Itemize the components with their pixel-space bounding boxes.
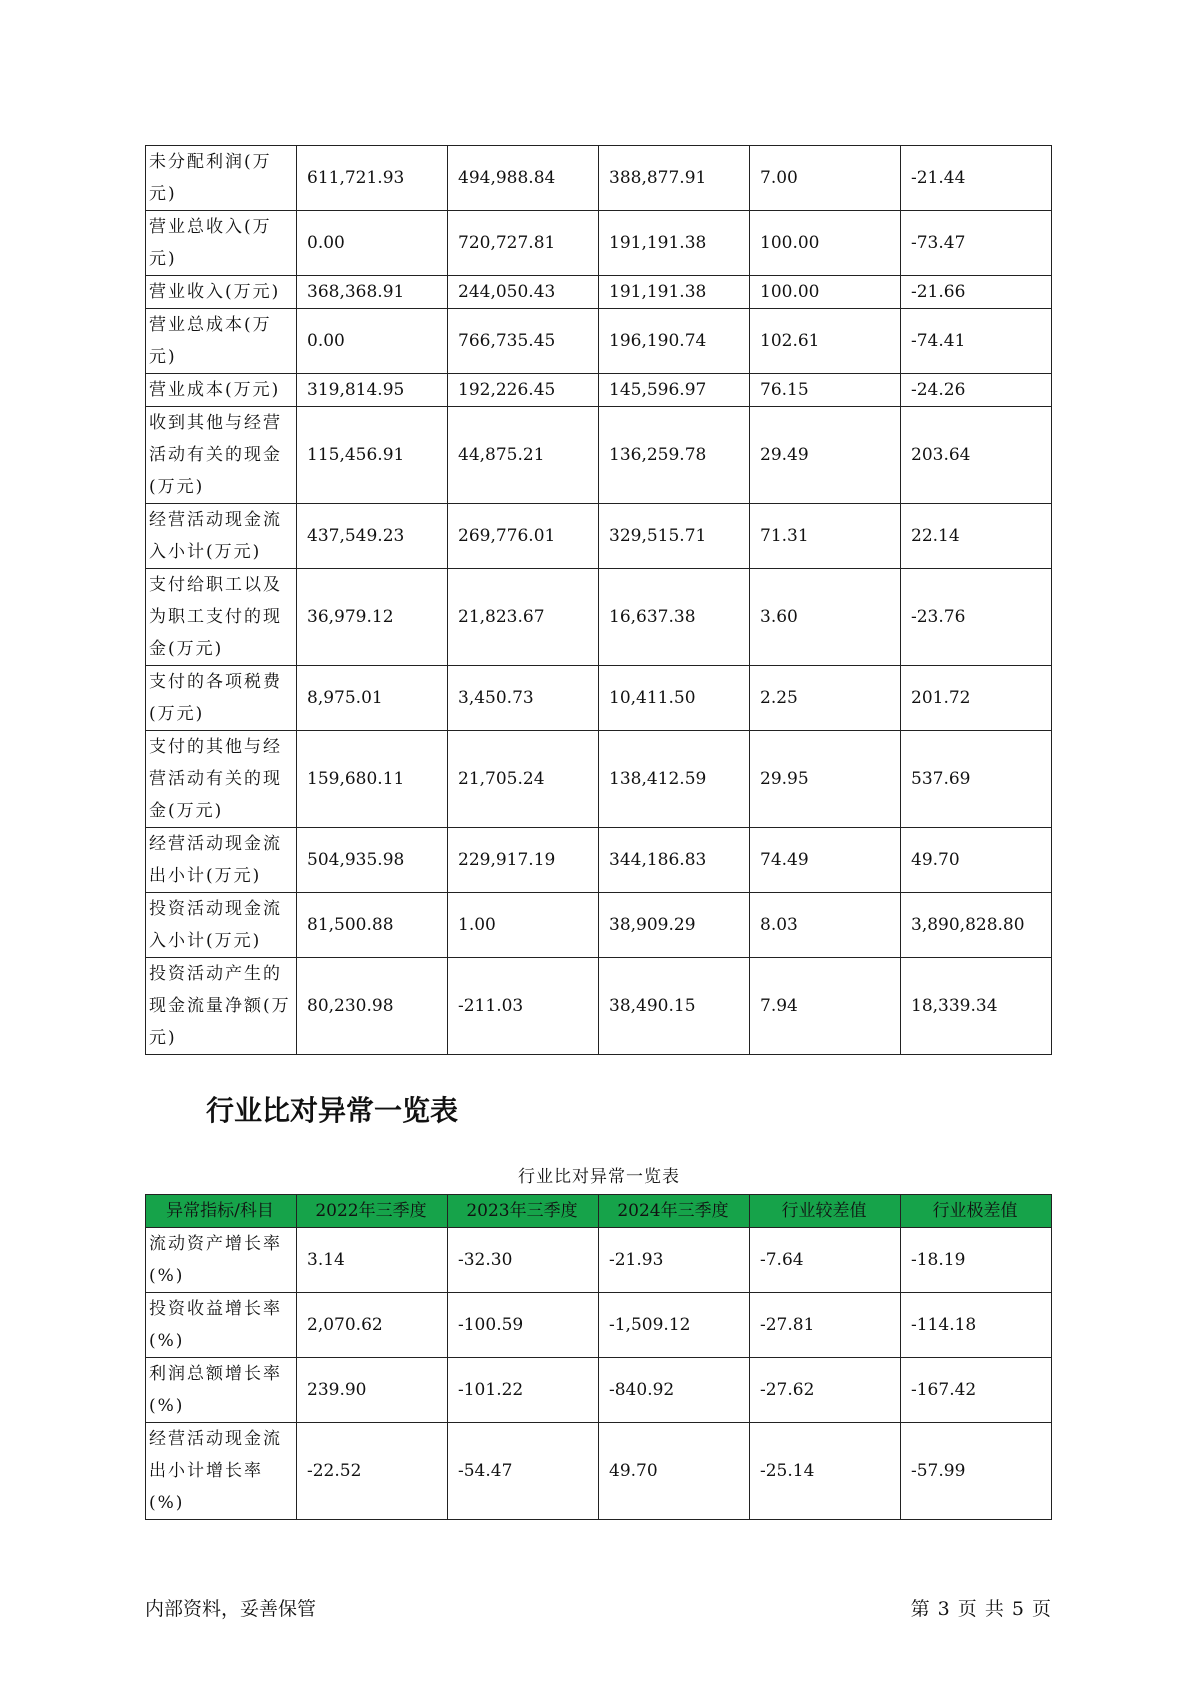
cell-value: 100.00 [750, 276, 901, 309]
cell-value: -18.19 [901, 1228, 1052, 1293]
cell-value: -22.52 [297, 1423, 448, 1520]
cell-value: 115,456.91 [297, 407, 448, 504]
cell-value: 81,500.88 [297, 893, 448, 958]
column-header: 行业较差值 [750, 1195, 901, 1228]
cell-value: 71.31 [750, 504, 901, 569]
cell-value: 76.15 [750, 374, 901, 407]
row-label: 投资收益增长率(%) [146, 1293, 297, 1358]
cell-value: -57.99 [901, 1423, 1052, 1520]
cell-value: 191,191.38 [599, 211, 750, 276]
cell-value: 74.49 [750, 828, 901, 893]
cell-value: -21.93 [599, 1228, 750, 1293]
cell-value: -1,509.12 [599, 1293, 750, 1358]
row-label: 营业总收入(万元) [146, 211, 297, 276]
cell-value: 29.95 [750, 731, 901, 828]
cell-value: 0.00 [297, 211, 448, 276]
cell-value: -54.47 [448, 1423, 599, 1520]
cell-value: -24.26 [901, 374, 1052, 407]
row-label: 支付的其他与经营活动有关的现金(万元) [146, 731, 297, 828]
cell-value: -167.42 [901, 1358, 1052, 1423]
cell-value: -25.14 [750, 1423, 901, 1520]
cell-value: 49.70 [901, 828, 1052, 893]
row-label: 经营活动现金流出小计增长率(%) [146, 1423, 297, 1520]
table-caption: 行业比对异常一览表 [518, 1167, 680, 1187]
cell-value: -100.59 [448, 1293, 599, 1358]
page-number: 第 3 页 共 5 页 [910, 1598, 1052, 1620]
cell-value: -23.76 [901, 569, 1052, 666]
table-row [146, 828, 1052, 893]
cell-value: 2.25 [750, 666, 901, 731]
table-row [146, 569, 1052, 666]
table-row [146, 276, 1052, 309]
cell-value: -21.44 [901, 146, 1052, 211]
cell-value: -32.30 [448, 1228, 599, 1293]
row-label: 营业总成本(万元) [146, 309, 297, 374]
cell-value: 38,490.15 [599, 958, 750, 1055]
cell-value: 100.00 [750, 211, 901, 276]
cell-value: -27.81 [750, 1293, 901, 1358]
cell-value: 8.03 [750, 893, 901, 958]
cell-value: 319,814.95 [297, 374, 448, 407]
cell-value: -211.03 [448, 958, 599, 1055]
cell-value: 329,515.71 [599, 504, 750, 569]
cell-value: 44,875.21 [448, 407, 599, 504]
cell-value: 49.70 [599, 1423, 750, 1520]
cell-value: -74.41 [901, 309, 1052, 374]
cell-value: 36,979.12 [297, 569, 448, 666]
industry-comparison-table [145, 1194, 1052, 1520]
cell-value: 159,680.11 [297, 731, 448, 828]
cell-value: -27.62 [750, 1358, 901, 1423]
table-row [146, 666, 1052, 731]
cell-value: 2,070.62 [297, 1293, 448, 1358]
cell-value: 537.69 [901, 731, 1052, 828]
cell-value: 3.14 [297, 1228, 448, 1293]
cell-value: 136,259.78 [599, 407, 750, 504]
cell-value: 196,190.74 [599, 309, 750, 374]
cell-value: 191,191.38 [599, 276, 750, 309]
cell-value: 102.61 [750, 309, 901, 374]
column-header: 2023年三季度 [448, 1195, 599, 1228]
cell-value: 192,226.45 [448, 374, 599, 407]
row-label: 营业成本(万元) [146, 374, 297, 407]
row-label: 投资活动现金流入小计(万元) [146, 893, 297, 958]
cell-value: 437,549.23 [297, 504, 448, 569]
table-row [146, 1358, 1052, 1423]
cell-value: 145,596.97 [599, 374, 750, 407]
table-row [146, 958, 1052, 1055]
row-label: 利润总额增长率(%) [146, 1358, 297, 1423]
cell-value: 7.00 [750, 146, 901, 211]
column-header: 异常指标/科目 [146, 1195, 297, 1228]
table-row [146, 374, 1052, 407]
cell-value: -840.92 [599, 1358, 750, 1423]
cell-value: 7.94 [750, 958, 901, 1055]
cell-value: 388,877.91 [599, 146, 750, 211]
cell-value: 22.14 [901, 504, 1052, 569]
cell-value: 1.00 [448, 893, 599, 958]
financial-data-table [145, 145, 1052, 1055]
row-label: 经营活动现金流出小计(万元) [146, 828, 297, 893]
cell-value: -73.47 [901, 211, 1052, 276]
cell-value: 3.60 [750, 569, 901, 666]
row-label: 未分配利润(万元) [146, 146, 297, 211]
cell-value: -7.64 [750, 1228, 901, 1293]
footer-confidential-note: 内部资料，妥善保管 [145, 1598, 317, 1620]
column-header: 行业极差值 [901, 1195, 1052, 1228]
cell-value: 21,705.24 [448, 731, 599, 828]
table-row [146, 309, 1052, 374]
row-label: 流动资产增长率(%) [146, 1228, 297, 1293]
table-row [146, 731, 1052, 828]
cell-value: 21,823.67 [448, 569, 599, 666]
row-label: 支付给职工以及为职工支付的现金(万元) [146, 569, 297, 666]
column-header: 2024年三季度 [599, 1195, 750, 1228]
cell-value: -21.66 [901, 276, 1052, 309]
cell-value: -101.22 [448, 1358, 599, 1423]
row-label: 投资活动产生的现金流量净额(万元) [146, 958, 297, 1055]
row-label: 经营活动现金流入小计(万元) [146, 504, 297, 569]
cell-value: 229,917.19 [448, 828, 599, 893]
table-row [146, 893, 1052, 958]
table-row [146, 1293, 1052, 1358]
cell-value: 3,450.73 [448, 666, 599, 731]
section-title: 行业比对异常一览表 [206, 1094, 459, 1127]
table-row [146, 504, 1052, 569]
cell-value: -114.18 [901, 1293, 1052, 1358]
table-row [146, 407, 1052, 504]
cell-value: 138,412.59 [599, 731, 750, 828]
table-row [146, 1228, 1052, 1293]
cell-value: 18,339.34 [901, 958, 1052, 1055]
column-header: 2022年三季度 [297, 1195, 448, 1228]
cell-value: 239.90 [297, 1358, 448, 1423]
cell-value: 720,727.81 [448, 211, 599, 276]
cell-value: 38,909.29 [599, 893, 750, 958]
cell-value: 344,186.83 [599, 828, 750, 893]
cell-value: 80,230.98 [297, 958, 448, 1055]
row-label: 支付的各项税费(万元) [146, 666, 297, 731]
table-row [146, 146, 1052, 211]
cell-value: 766,735.45 [448, 309, 599, 374]
cell-value: 8,975.01 [297, 666, 448, 731]
header-row [146, 1195, 1052, 1228]
cell-value: 368,368.91 [297, 276, 448, 309]
cell-value: 16,637.38 [599, 569, 750, 666]
cell-value: 203.64 [901, 407, 1052, 504]
cell-value: 244,050.43 [448, 276, 599, 309]
table-row [146, 211, 1052, 276]
cell-value: 0.00 [297, 309, 448, 374]
table-row [146, 1423, 1052, 1520]
cell-value: 29.49 [750, 407, 901, 504]
cell-value: 201.72 [901, 666, 1052, 731]
cell-value: 611,721.93 [297, 146, 448, 211]
cell-value: 504,935.98 [297, 828, 448, 893]
cell-value: 3,890,828.80 [901, 893, 1052, 958]
cell-value: 494,988.84 [448, 146, 599, 211]
cell-value: 10,411.50 [599, 666, 750, 731]
row-label: 营业收入(万元) [146, 276, 297, 309]
row-label: 收到其他与经营活动有关的现金(万元) [146, 407, 297, 504]
cell-value: 269,776.01 [448, 504, 599, 569]
